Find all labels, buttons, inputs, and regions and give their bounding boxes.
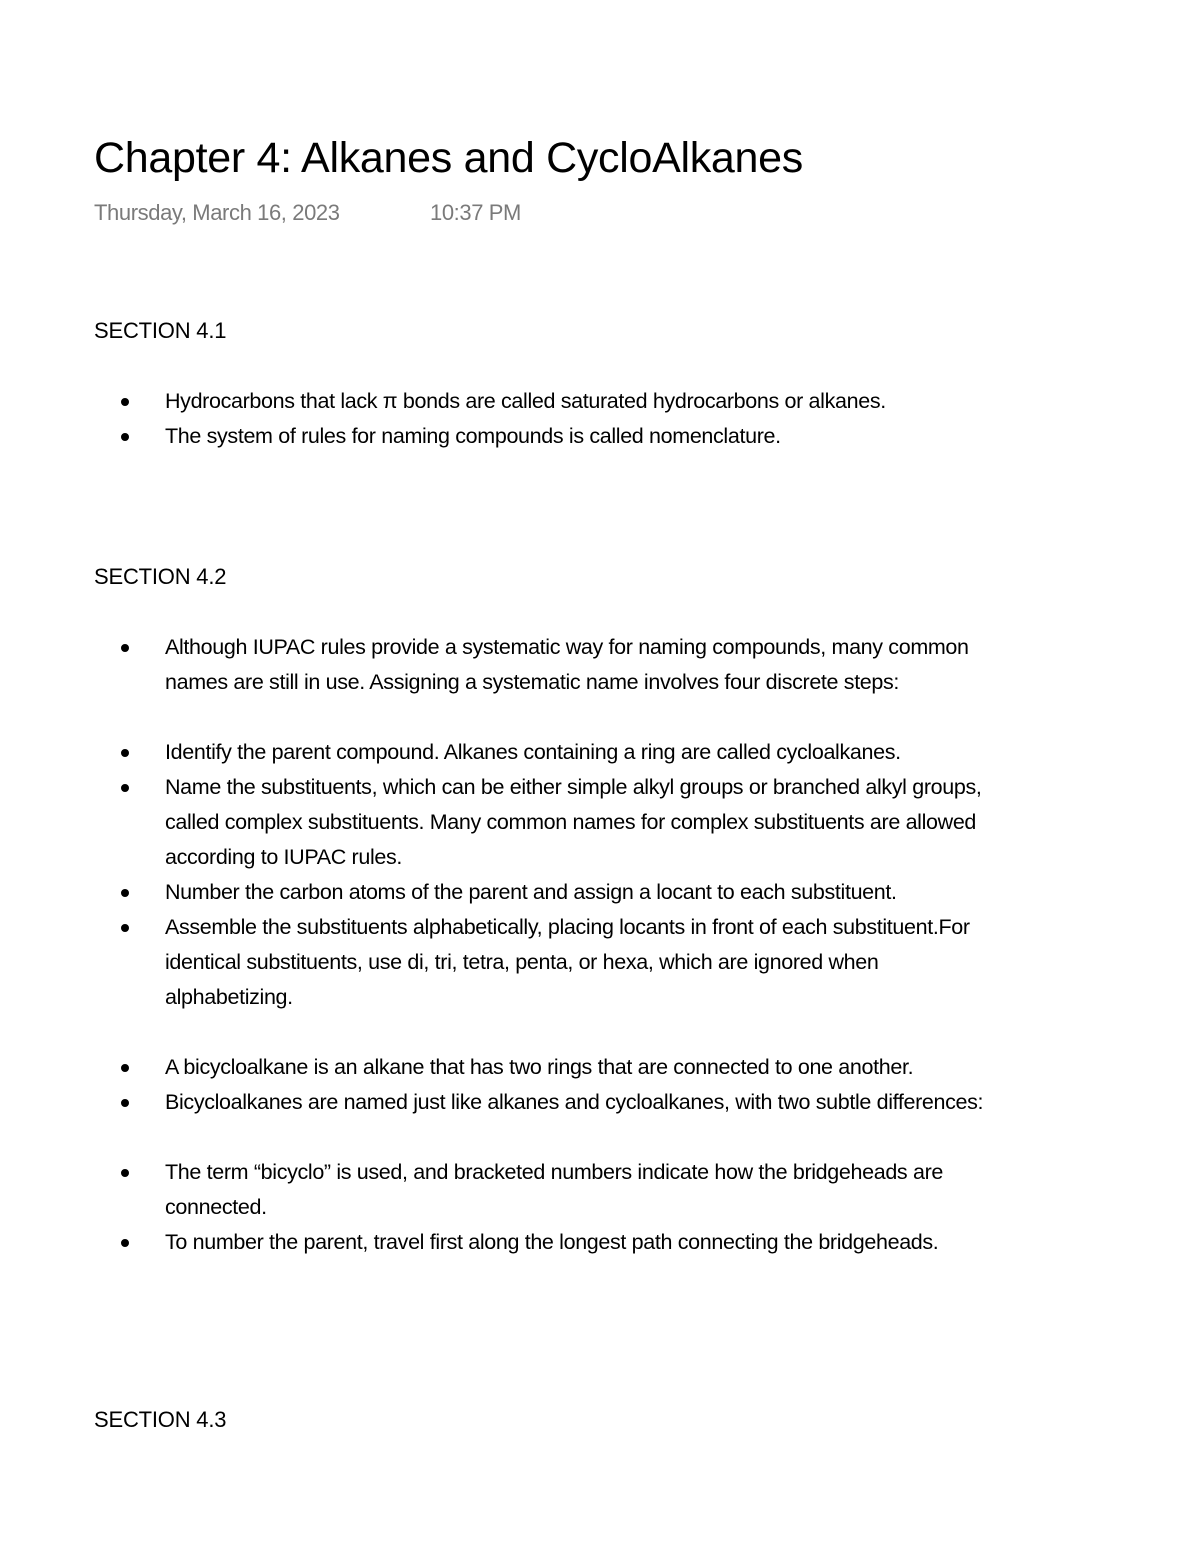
bullet-icon [121, 398, 129, 406]
page-date: Thursday, March 16, 2023 [94, 200, 340, 225]
bullet-icon [121, 784, 129, 792]
list-item: Although IUPAC rules provide a systematic way for naming compounds, many common names are still in use. Assigning a systematic name involves four discrete steps: [0, 630, 1200, 700]
bullet-icon [121, 1169, 129, 1177]
list-item: Bicycloalkanes are named just like alkanes and cycloalkanes, with two subtle differences: [0, 1085, 1200, 1120]
page-title: Chapter 4: Alkanes and CycloAlkanes [94, 134, 803, 182]
section-4-2-list [0, 630, 1200, 1260]
list-item: The system of rules for naming compounds is called nomenclature. [0, 419, 1200, 454]
bullet-icon [121, 924, 129, 932]
section-heading-4-2: SECTION 4.2 [94, 564, 227, 589]
list-item: The term “bicyclo” is used, and bracketed numbers indicate how the bridgeheads are connected. [0, 1155, 1200, 1225]
list-item: Name the substituents, which can be either simple alkyl groups or branched alkyl groups, called complex substituents. Many common names for complex substituents are allowed according to IUPAC rules. [0, 770, 1200, 875]
bullet-icon [121, 889, 129, 897]
list-item: Identify the parent compound. Alkanes containing a ring are called cycloalkanes. [0, 735, 1200, 770]
bullet-icon [121, 1099, 129, 1107]
list-item: A bicycloalkane is an alkane that has two rings that are connected to one another. [0, 1050, 1200, 1085]
bullet-icon [121, 1064, 129, 1072]
section-heading-4-1: SECTION 4.1 [94, 318, 227, 343]
bullet-icon [121, 433, 129, 441]
bullet-icon [121, 749, 129, 757]
bullet-icon [121, 1239, 129, 1247]
list-item: Number the carbon atoms of the parent and assign a locant to each substituent. [0, 875, 1200, 910]
section-4-1-list [0, 384, 1200, 454]
list-item: Hydrocarbons that lack π bonds are called saturated hydrocarbons or alkanes. [0, 384, 1200, 419]
list-item: Assemble the substituents alphabetically, placing locants in front of each substituent.For identical substituents, use di, tri, tetra, penta, or hexa, which are ignored when alphabetizing. [0, 910, 1200, 1015]
section-heading-4-3: SECTION 4.3 [94, 1407, 227, 1432]
bullet-icon [121, 644, 129, 652]
page-time: 10:37 PM [430, 200, 521, 225]
list-item: To number the parent, travel first along the longest path connecting the bridgeheads. [0, 1225, 1200, 1260]
